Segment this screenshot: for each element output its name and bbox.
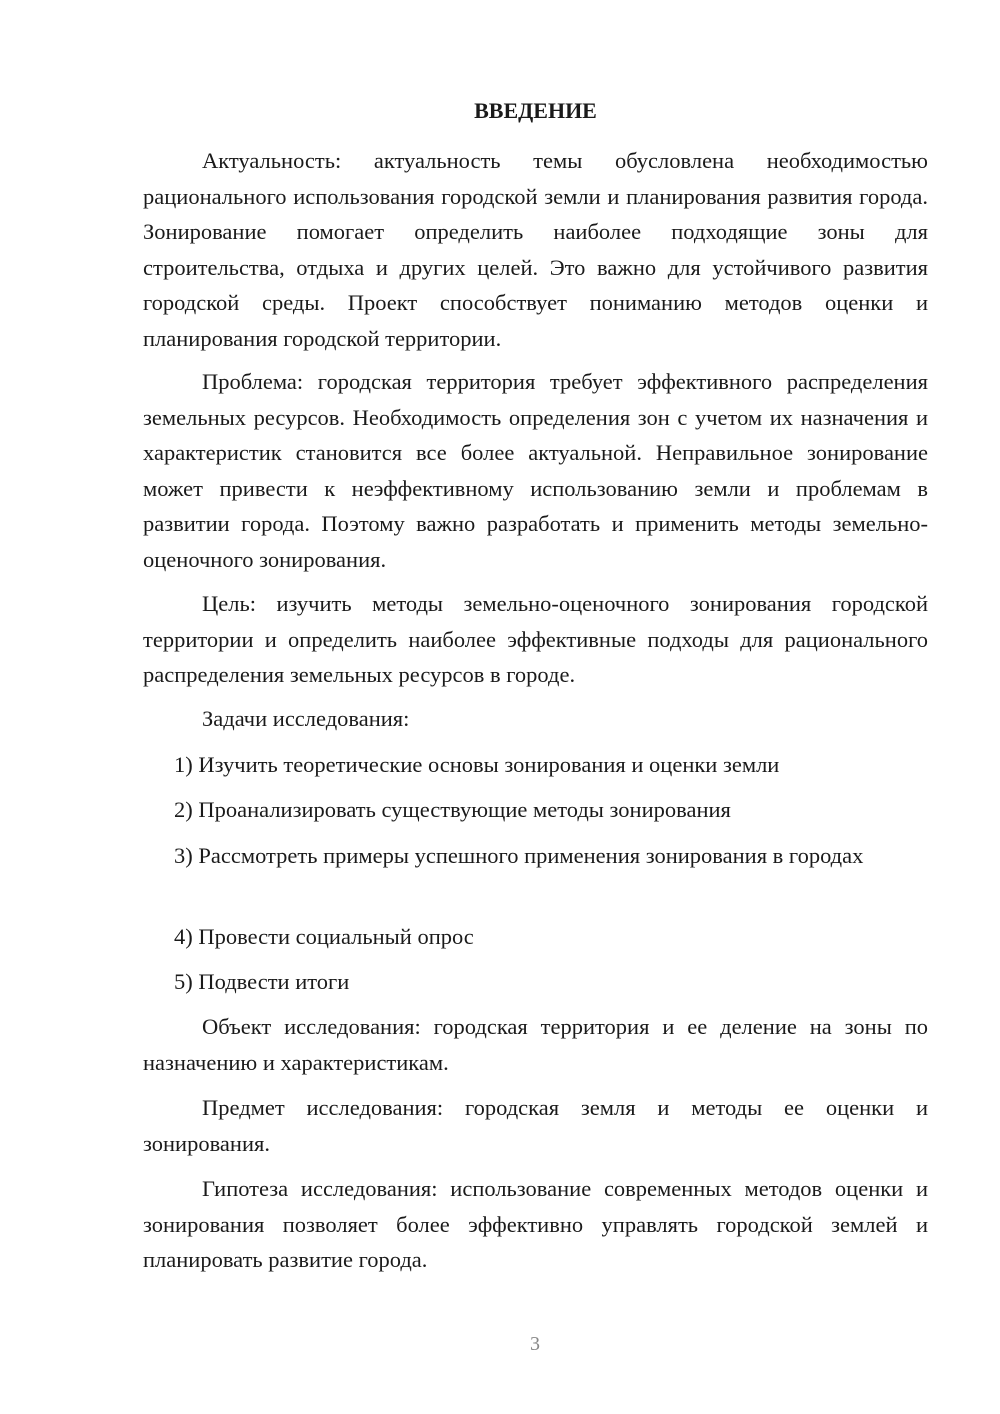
task-item-4: 4) Провести социальный опрос [174,924,474,949]
page-title: ВВЕДЕНИЕ [474,98,597,123]
tasks-heading: Задачи исследования: [202,706,410,731]
problem-paragraph: Проблема: городская территория требует эффективного распределения земельных ресурсов. Необходимость определения зон с учетом их назначения и характеристик становится все более актуальной. Неправильное зонирование может привести к неэффективному использованию земли и проблемам в развитии города. Поэтому важно разработать и применить методы земельно-оценочного зонирования. [143,369,928,572]
goal-paragraph: Цель: изучить методы земельно-оценочного зонирования городской территории и определить наиболее эффективные подходы для рационального распределения земельных ресурсов в городе. [143,591,928,687]
task-item-1: 1) Изучить теоретические основы зонирования и оценки земли [174,752,780,777]
relevance-paragraph: Актуальность: актуальность темы обусловлена необходимостью рационального использования городской земли и планирования развития города. Зонирование помогает определить наиболее подходящие зоны для строительства, отдыха и других целей. Это важно для устойчивого развития городской среды. Проект способствует пониманию методов оценки и планирования городской территории. [143,148,928,351]
task-item-3: 3) Рассмотреть примеры успешного применения зонирования в городах [174,843,864,868]
page-number: 3 [530,1333,540,1355]
task-item-5: 5) Подвести итоги [174,969,350,994]
object-paragraph: Объект исследования: городская территория и ее деление на зоны по назначению и характеристикам. [143,1014,928,1075]
subject-paragraph: Предмет исследования: городская земля и методы ее оценки и зонирования. [143,1095,928,1156]
task-item-2: 2) Проанализировать существующие методы зонирования [174,797,731,822]
hypothesis-paragraph: Гипотеза исследования: использование современных методов оценки и зонирования позволяет более эффективно управлять городской землей и планировать развитие города. [143,1176,928,1272]
